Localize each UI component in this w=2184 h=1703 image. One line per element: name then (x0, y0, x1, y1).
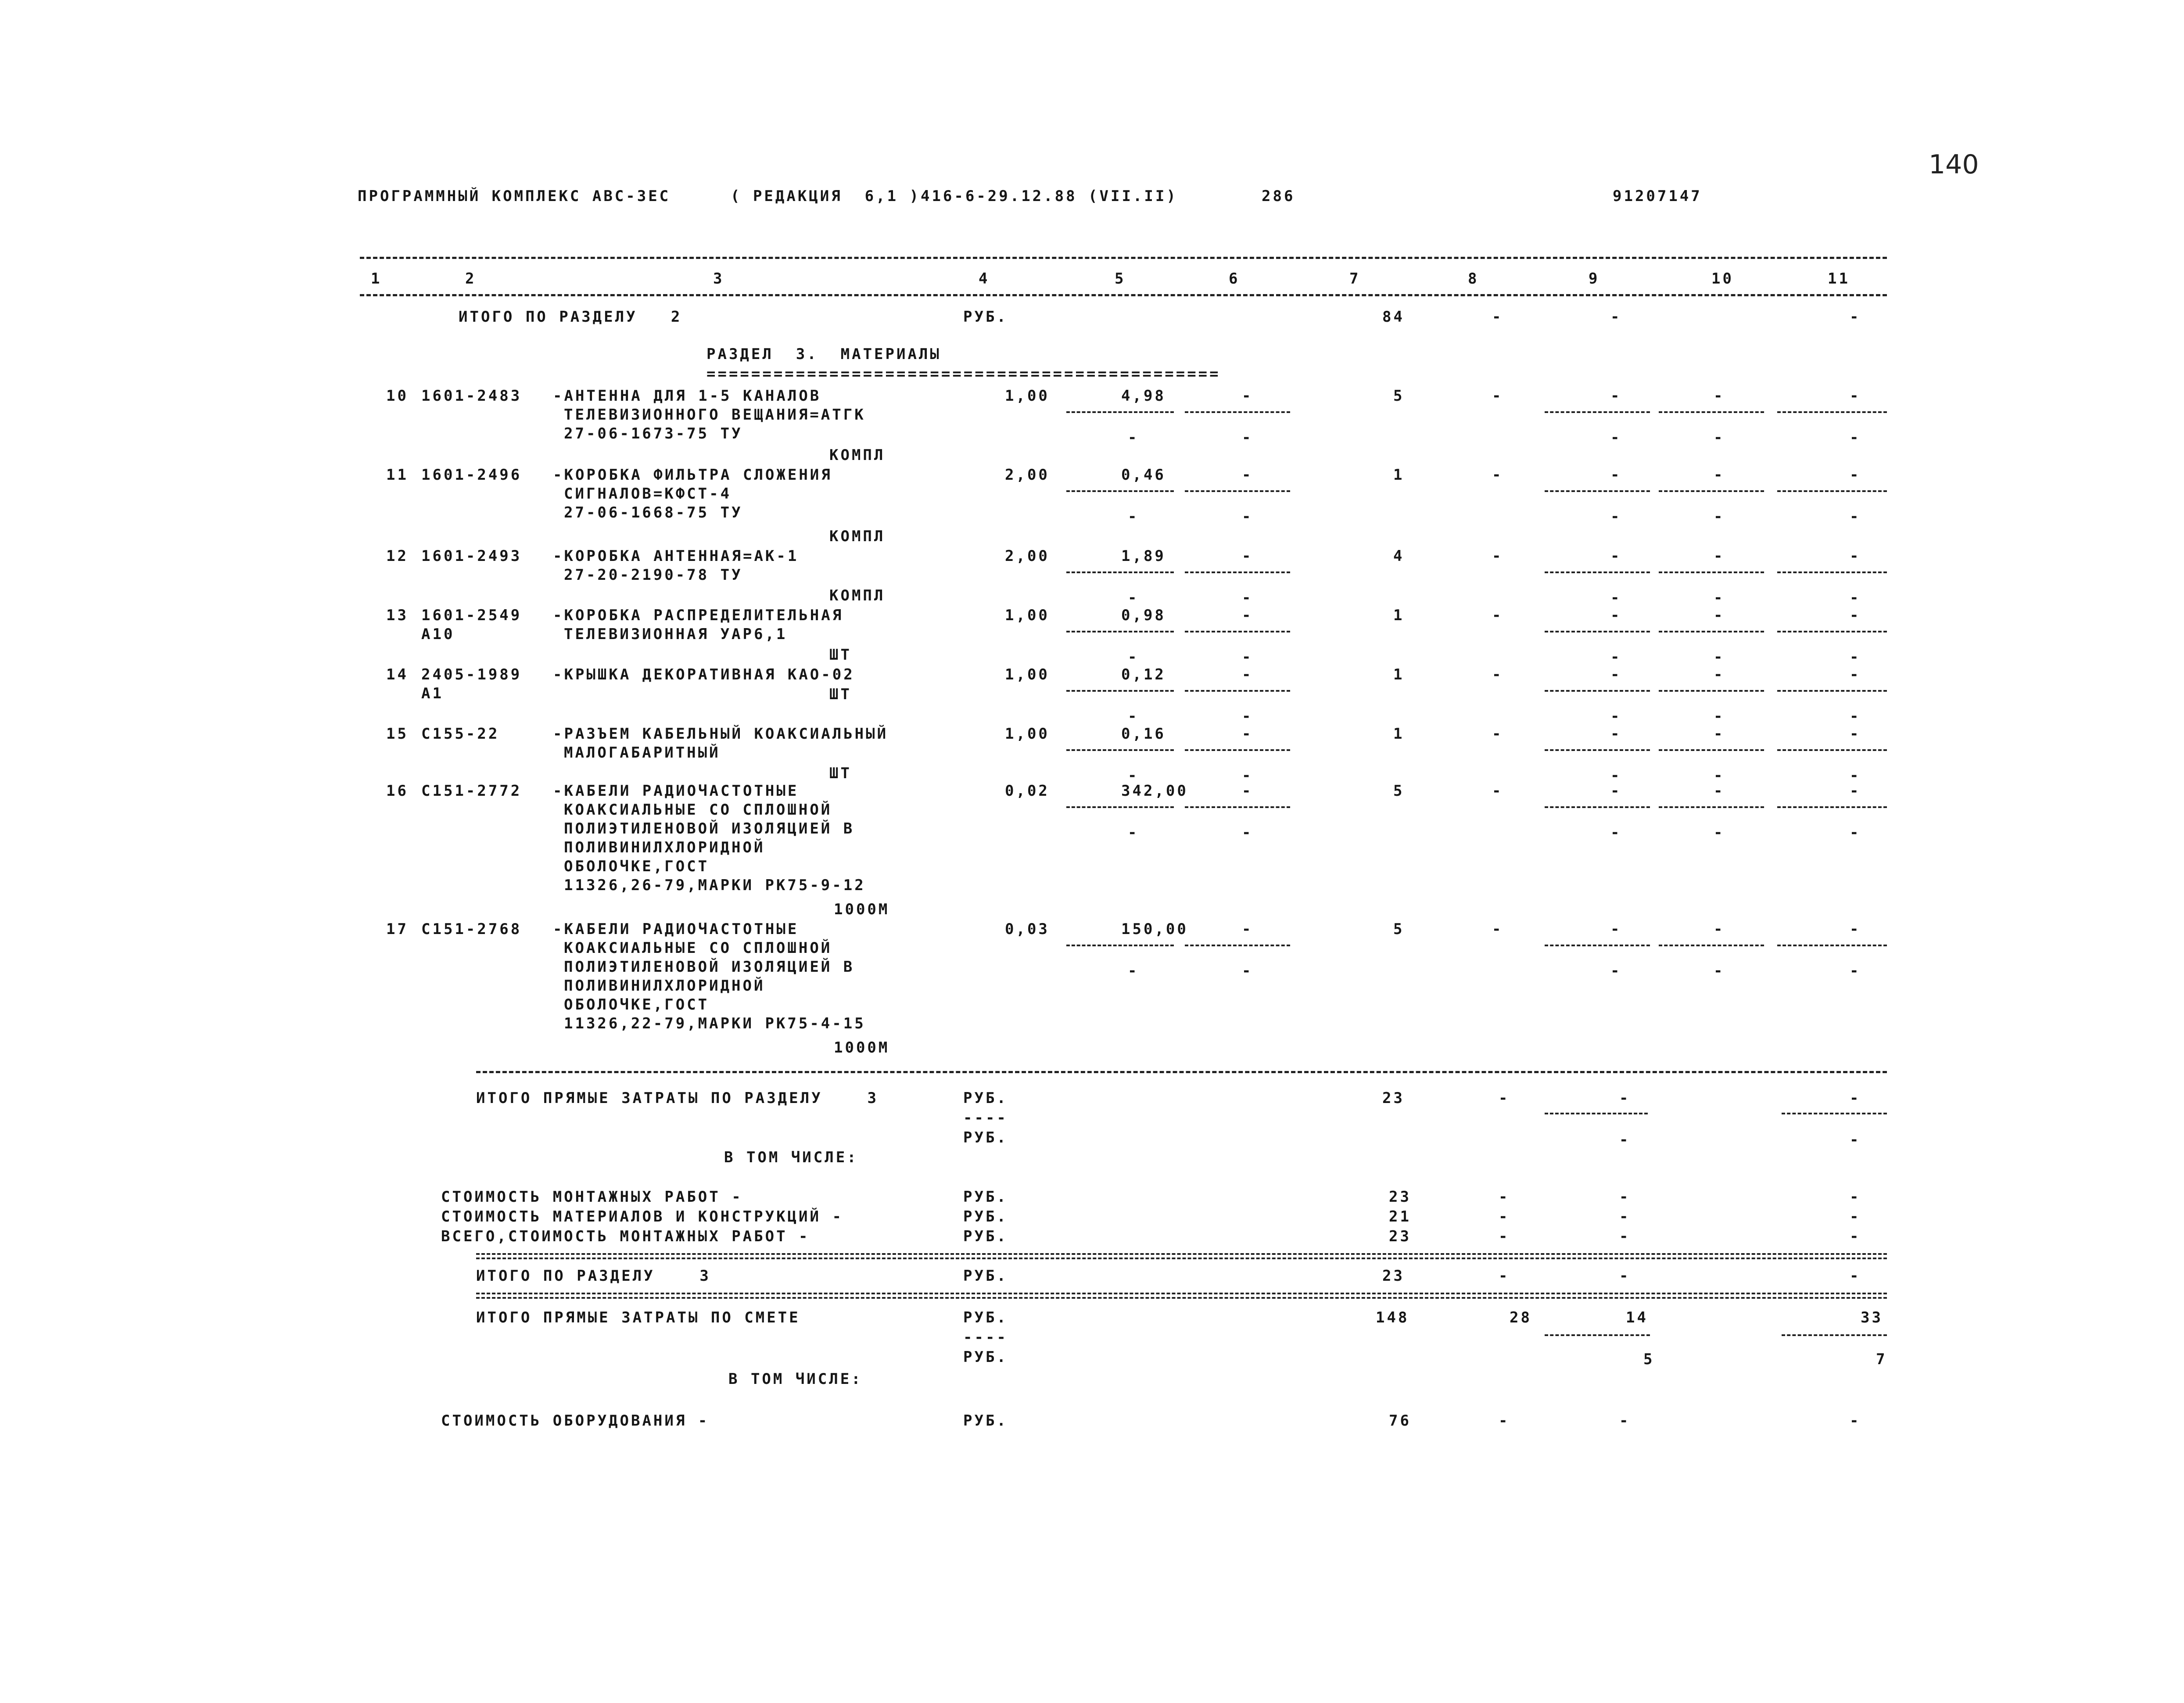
row-c10-second: - (1714, 429, 1725, 446)
row-c6: - (1242, 725, 1253, 743)
row-quantity: 1,00 (1005, 725, 1050, 743)
breakdown-c8: - (1499, 1188, 1510, 1206)
row-code: А1 (421, 685, 444, 702)
row-c10: - (1714, 607, 1725, 624)
breakdown-unit: РУБ. (963, 1188, 1008, 1206)
estimate-total-dashes: ---- (963, 1329, 1008, 1346)
direct-costs-c9-second: - (1619, 1131, 1631, 1149)
handwritten-page-number: 140 (1929, 149, 1979, 180)
row-c8: - (1492, 547, 1503, 565)
row-number: 10 (386, 387, 409, 405)
direct-costs-rule-c11 (1782, 1113, 1887, 1114)
row-c6-second: - (1242, 708, 1253, 725)
row-c10-second: - (1714, 648, 1725, 666)
direct-costs-c9: - (1619, 1089, 1631, 1107)
row-rule-c5 (1066, 749, 1174, 751)
column-number-5: 5 (1115, 270, 1126, 287)
row-description: -КОРОБКА ФИЛЬТРА СЛОЖЕНИЯ (553, 466, 832, 484)
row-description: 11326,22-79,МАРКИ РК75-4-15 (564, 1015, 866, 1032)
row-rule-c11 (1777, 571, 1887, 573)
row-c11-second: - (1850, 962, 1861, 980)
row-c9-second: - (1610, 767, 1622, 784)
row-rule-c9 (1545, 411, 1650, 413)
row-c9: - (1610, 607, 1622, 624)
row-code: С155-22 (421, 725, 500, 743)
row-c11-second: - (1850, 589, 1861, 607)
row-description: -КОРОБКА РАСПРЕДЕЛИТЕЛЬНАЯ (553, 607, 844, 624)
direct-costs-c7: 23 (1382, 1089, 1405, 1107)
estimate-total-label: ИТОГО ПРЯМЫЕ ЗАТРАТЫ ПО СМЕТЕ (476, 1309, 800, 1326)
breakdown-c11: - (1850, 1208, 1861, 1225)
direct-costs-unit: РУБ. (963, 1089, 1008, 1107)
breakdown-unit: РУБ. (963, 1208, 1008, 1225)
row-c10: - (1714, 547, 1725, 565)
row-c6: - (1242, 920, 1253, 938)
row-c8: - (1492, 466, 1503, 484)
row-c7: 1 (1393, 725, 1405, 743)
row-description: -КАБЕЛИ РАДИОЧАСТОТНЫЕ (553, 782, 799, 800)
row-c6: - (1242, 387, 1253, 405)
section-total-c9: - (1619, 1267, 1631, 1285)
row-description: 27-20-2190-78 ТУ (564, 566, 743, 584)
direct-costs-c11-second: - (1850, 1131, 1861, 1149)
row-c8: - (1492, 607, 1503, 624)
row-description: ПОЛИЭТИЛЕНОВОЙ ИЗОЛЯЦИЕЙ В (564, 958, 855, 976)
row-c6-second: - (1242, 648, 1253, 666)
row-c11: - (1850, 666, 1861, 683)
row-description: 27-06-1673-75 ТУ (564, 425, 743, 442)
row-c6: - (1242, 466, 1253, 484)
row-c10-second: - (1714, 824, 1725, 841)
row-code: 1601-2493 (421, 547, 522, 565)
estimate-total-c11-second: 7 (1876, 1351, 1887, 1368)
section-total-label: ИТОГО ПО РАЗДЕЛУ 3 (476, 1267, 711, 1285)
row-rule-c9 (1545, 749, 1650, 751)
row-rule-c6 (1185, 690, 1290, 692)
row-c11: - (1850, 920, 1861, 938)
row-rule-c9 (1545, 806, 1650, 808)
row-c9: - (1610, 666, 1622, 683)
row-c6: - (1242, 607, 1253, 624)
row-c9-second: - (1610, 962, 1622, 980)
row-c11: - (1850, 547, 1861, 565)
row-c9: - (1610, 547, 1622, 565)
row-c9: - (1610, 466, 1622, 484)
row-unit: КОМПЛ (829, 528, 886, 545)
row-c5-second: - (1128, 962, 1139, 980)
row-rule-c5 (1066, 690, 1174, 692)
row-number: 12 (386, 547, 409, 565)
document-code: 91207147 (1613, 187, 1702, 205)
section-total-c11: - (1850, 1267, 1861, 1285)
row-rule-c11 (1777, 945, 1887, 946)
row-description: -АНТЕННА ДЛЯ 1-5 КАНАЛОВ (553, 387, 821, 405)
edition-info: ( РЕДАКЦИЯ 6,1 )416-6-29.12.88 (VII.II) (731, 187, 1178, 205)
row-quantity: 0,03 (1005, 920, 1050, 938)
row-quantity: 0,02 (1005, 782, 1050, 800)
row-rule-c9 (1545, 490, 1650, 492)
sheet-number: 286 (1262, 187, 1295, 205)
direct-costs-c8: - (1499, 1089, 1510, 1107)
row-c11-second: - (1850, 824, 1861, 841)
row-number: 17 (386, 920, 409, 938)
row-quantity: 1,00 (1005, 666, 1050, 683)
equipment-c9: - (1619, 1412, 1631, 1430)
row-unit: КОМПЛ (829, 446, 886, 464)
row-rule-c11 (1777, 690, 1887, 692)
breakdown-unit: РУБ. (963, 1228, 1008, 1245)
equipment-c11: - (1850, 1412, 1861, 1430)
row-c5-second: - (1128, 824, 1139, 841)
row-c8: - (1492, 666, 1503, 683)
section-total-unit: РУБ. (963, 1267, 1008, 1285)
estimate-total-c8: 28 (1510, 1309, 1532, 1326)
row-rule-c6 (1185, 411, 1290, 413)
row-c5-second: - (1128, 429, 1139, 446)
rule-section-total (476, 1253, 1887, 1259)
equipment-c7: 76 (1389, 1412, 1411, 1430)
row-c9-second: - (1610, 508, 1622, 525)
breakdown-c9: - (1619, 1208, 1631, 1225)
row-description: -КРЫШКА ДЕКОРАТИВНАЯ КАО-02 (553, 666, 855, 683)
row-rule-c5 (1066, 945, 1174, 946)
section-title: РАЗДЕЛ 3. МАТЕРИАЛЫ (706, 345, 941, 363)
row-description: -КАБЕЛИ РАДИОЧАСТОТНЫЕ (553, 920, 799, 938)
row-c11: - (1850, 607, 1861, 624)
row-c7: 1 (1393, 607, 1405, 624)
row-rule-c6 (1185, 806, 1290, 808)
row-description: ТЕЛЕВИЗИОННОГО ВЕЩАНИЯ=АТГК (564, 406, 866, 424)
row-c10: - (1714, 920, 1725, 938)
row-rule-c11 (1777, 806, 1887, 808)
row-description: ОБОЛОЧКЕ,ГОСТ (564, 858, 710, 875)
column-number-7: 7 (1349, 270, 1361, 287)
estimate-total-c7: 148 (1376, 1309, 1409, 1326)
row-number: 11 (386, 466, 409, 484)
row-c5-second: - (1128, 508, 1139, 525)
row-c10: - (1714, 387, 1725, 405)
row-c6-second: - (1242, 824, 1253, 841)
direct-costs-dashes: ---- (963, 1109, 1008, 1127)
row-rule-c10 (1659, 411, 1764, 413)
row-description: СИГНАЛОВ=КФСТ-4 (564, 485, 732, 503)
breakdown-c9: - (1619, 1188, 1631, 1206)
section-title-underline: ============================================== (706, 365, 1221, 383)
total-c11: - (1850, 308, 1861, 326)
row-c7: 5 (1393, 782, 1405, 800)
row-c11: - (1850, 782, 1861, 800)
row-description: ПОЛИВИНИЛХЛОРИДНОЙ (564, 839, 765, 856)
estimate-total-unit-2: РУБ. (963, 1348, 1008, 1366)
row-number: 16 (386, 782, 409, 800)
row-code: С151-2772 (421, 782, 522, 800)
row-rule-c10 (1659, 490, 1764, 492)
direct-costs-label: ИТОГО ПРЯМЫЕ ЗАТРАТЫ ПО РАЗДЕЛУ 3 (476, 1089, 879, 1107)
breakdown-c8: - (1499, 1228, 1510, 1245)
row-price: 342,00 (1121, 782, 1188, 800)
row-rule-c6 (1185, 571, 1290, 573)
row-c9: - (1610, 725, 1622, 743)
row-price: 0,16 (1121, 725, 1166, 743)
row-c6-second: - (1242, 508, 1253, 525)
row-c9-second: - (1610, 824, 1622, 841)
row-c8: - (1492, 782, 1503, 800)
row-description: ОБОЛОЧКЕ,ГОСТ (564, 996, 710, 1013)
equipment-label: СТОИМОСТЬ ОБОРУДОВАНИЯ - (441, 1412, 710, 1430)
row-rule-c11 (1777, 490, 1887, 492)
including-label-2: В ТОМ ЧИСЛЕ: (728, 1370, 863, 1388)
row-quantity: 2,00 (1005, 466, 1050, 484)
row-c9-second: - (1610, 648, 1622, 666)
row-code: 1601-2496 (421, 466, 522, 484)
row-description: КОАКСИАЛЬНЫЕ СО СПЛОШНОЙ (564, 939, 832, 957)
row-description: ПОЛИВИНИЛХЛОРИДНОЙ (564, 977, 765, 995)
row-description: 27-06-1668-75 ТУ (564, 504, 743, 521)
row-rule-c5 (1066, 490, 1174, 492)
row-unit: 1000М (834, 901, 890, 918)
column-number-2: 2 (465, 270, 477, 287)
row-c11-second: - (1850, 648, 1861, 666)
row-description: МАЛОГАБАРИТНЫЙ (564, 744, 721, 762)
column-number-8: 8 (1468, 270, 1479, 287)
column-number-3: 3 (713, 270, 724, 287)
rule-header-top (360, 257, 1887, 259)
row-rule-c11 (1777, 749, 1887, 751)
row-quantity: 2,00 (1005, 547, 1050, 565)
row-c9-second: - (1610, 708, 1622, 725)
breakdown-label: ВСЕГО,СТОИМОСТЬ МОНТАЖНЫХ РАБОТ - (441, 1228, 810, 1245)
row-code: А10 (421, 625, 455, 643)
equipment-c8: - (1499, 1412, 1510, 1430)
row-quantity: 1,00 (1005, 607, 1050, 624)
rule-header-bottom (360, 294, 1887, 296)
row-price: 0,46 (1121, 466, 1166, 484)
row-price: 0,98 (1121, 607, 1166, 624)
row-rule-c6 (1185, 945, 1290, 946)
row-c10: - (1714, 666, 1725, 683)
row-rule-c10 (1659, 631, 1764, 632)
row-rule-c10 (1659, 571, 1764, 573)
row-c8: - (1492, 920, 1503, 938)
column-number-6: 6 (1229, 270, 1240, 287)
column-number-10: 10 (1711, 270, 1734, 287)
row-rule-c6 (1185, 490, 1290, 492)
total-label: ИТОГО ПО РАЗДЕЛУ 2 (459, 308, 682, 326)
row-c10: - (1714, 782, 1725, 800)
row-c7: 1 (1393, 666, 1405, 683)
estimate-total-c9-second: 5 (1643, 1351, 1655, 1368)
program-name: ПРОГРАММНЫЙ КОМПЛЕКС АВС-ЗЕС (358, 187, 671, 205)
row-c11: - (1850, 725, 1861, 743)
row-rule-c6 (1185, 749, 1290, 751)
row-c7: 1 (1393, 466, 1405, 484)
row-rule-c6 (1185, 631, 1290, 632)
row-c10-second: - (1714, 767, 1725, 784)
row-c5-second: - (1128, 648, 1139, 666)
row-description: ТЕЛЕВИЗИОННАЯ УАР6,1 (564, 625, 788, 643)
breakdown-c11: - (1850, 1188, 1861, 1206)
row-code: С151-2768 (421, 920, 522, 938)
breakdown-c7: 23 (1389, 1188, 1411, 1206)
row-c10: - (1714, 725, 1725, 743)
column-number-4: 4 (979, 270, 990, 287)
column-number-1: 1 (371, 270, 382, 287)
direct-costs-rule-c9 (1545, 1113, 1648, 1114)
row-c9-second: - (1610, 429, 1622, 446)
estimate-total-c9: 14 (1626, 1309, 1648, 1326)
total-unit: РУБ. (963, 308, 1008, 326)
row-c5-second: - (1128, 708, 1139, 725)
row-rule-c5 (1066, 411, 1174, 413)
row-rule-c9 (1545, 571, 1650, 573)
row-c6-second: - (1242, 589, 1253, 607)
row-c6: - (1242, 547, 1253, 565)
row-unit: КОМПЛ (829, 587, 886, 604)
row-number: 15 (386, 725, 409, 743)
rule-estimate-total (476, 1293, 1887, 1299)
row-c8: - (1492, 725, 1503, 743)
estimate-total-c11: 33 (1861, 1309, 1883, 1326)
including-label-1: В ТОМ ЧИСЛЕ: (724, 1149, 858, 1166)
section-total-c8: - (1499, 1267, 1510, 1285)
row-price: 4,98 (1121, 387, 1166, 405)
row-code: 1601-2549 (421, 607, 522, 624)
row-c6-second: - (1242, 429, 1253, 446)
row-c6: - (1242, 782, 1253, 800)
row-c11-second: - (1850, 708, 1861, 725)
row-rule-c11 (1777, 631, 1887, 632)
row-c5-second: - (1128, 589, 1139, 607)
breakdown-c7: 23 (1389, 1228, 1411, 1245)
row-rule-c10 (1659, 749, 1764, 751)
row-c10: - (1714, 466, 1725, 484)
row-c9: - (1610, 920, 1622, 938)
row-c6-second: - (1242, 767, 1253, 784)
row-rule-c11 (1777, 411, 1887, 413)
row-c7: 5 (1393, 387, 1405, 405)
row-rule-c9 (1545, 690, 1650, 692)
total-c8: - (1492, 308, 1503, 326)
row-unit: ШТ (829, 646, 852, 664)
equipment-unit: РУБ. (963, 1412, 1008, 1430)
row-c10-second: - (1714, 962, 1725, 980)
direct-costs-unit-2: РУБ. (963, 1129, 1008, 1146)
row-code: 2405-1989 (421, 666, 522, 683)
row-price: 0,12 (1121, 666, 1166, 683)
estimate-total-rule-c9 (1545, 1334, 1650, 1336)
direct-costs-c11: - (1850, 1089, 1861, 1107)
column-number-9: 9 (1589, 270, 1600, 287)
row-rule-c5 (1066, 806, 1174, 808)
row-price: 150,00 (1121, 920, 1188, 938)
row-price: 1,89 (1121, 547, 1166, 565)
rule-direct-costs (476, 1071, 1887, 1073)
row-c9: - (1610, 387, 1622, 405)
estimate-total-unit: РУБ. (963, 1309, 1008, 1326)
row-rule-c10 (1659, 690, 1764, 692)
breakdown-c9: - (1619, 1228, 1631, 1245)
row-c8: - (1492, 387, 1503, 405)
row-c9-second: - (1610, 589, 1622, 607)
breakdown-label: СТОИМОСТЬ МОНТАЖНЫХ РАБОТ - (441, 1188, 743, 1206)
row-c11: - (1850, 466, 1861, 484)
row-c10-second: - (1714, 508, 1725, 525)
row-rule-c10 (1659, 806, 1764, 808)
breakdown-c8: - (1499, 1208, 1510, 1225)
row-c6: - (1242, 666, 1253, 683)
row-quantity: 1,00 (1005, 387, 1050, 405)
row-rule-c5 (1066, 571, 1174, 573)
row-number: 13 (386, 607, 409, 624)
row-description: -КОРОБКА АНТЕННАЯ=АК-1 (553, 547, 799, 565)
row-c5-second: - (1128, 767, 1139, 784)
row-description: 11326,26-79,МАРКИ РК75-9-12 (564, 877, 866, 894)
total-c9: - (1610, 308, 1622, 326)
total-c7: 84 (1382, 308, 1405, 326)
row-rule-c9 (1545, 945, 1650, 946)
row-c7: 5 (1393, 920, 1405, 938)
row-c6-second: - (1242, 962, 1253, 980)
row-rule-c5 (1066, 631, 1174, 632)
row-description: ПОЛИЭТИЛЕНОВОЙ ИЗОЛЯЦИЕЙ В (564, 820, 855, 837)
breakdown-c7: 21 (1389, 1208, 1411, 1225)
row-c11: - (1850, 387, 1861, 405)
row-rule-c10 (1659, 945, 1764, 946)
row-unit: 1000М (834, 1039, 890, 1056)
row-c10-second: - (1714, 708, 1725, 725)
row-code: 1601-2483 (421, 387, 522, 405)
row-c11-second: - (1850, 429, 1861, 446)
row-unit: ШТ (829, 765, 852, 782)
row-description: КОАКСИАЛЬНЫЕ СО СПЛОШНОЙ (564, 801, 832, 819)
row-number: 14 (386, 666, 409, 683)
column-number-11: 11 (1828, 270, 1850, 287)
section-total-c7: 23 (1382, 1267, 1405, 1285)
breakdown-label: СТОИМОСТЬ МАТЕРИАЛОВ И КОНСТРУКЦИЙ - (441, 1208, 843, 1225)
row-c11-second: - (1850, 508, 1861, 525)
row-description: -РАЗЪЕМ КАБЕЛЬНЫЙ КОАКСИАЛЬНЫЙ (553, 725, 889, 743)
row-unit: ШТ (829, 686, 852, 703)
row-c11-second: - (1850, 767, 1861, 784)
row-c10-second: - (1714, 589, 1725, 607)
row-c9: - (1610, 782, 1622, 800)
estimate-total-rule-c11 (1782, 1334, 1887, 1336)
breakdown-c11: - (1850, 1228, 1861, 1245)
row-rule-c9 (1545, 631, 1650, 632)
row-c7: 4 (1393, 547, 1405, 565)
